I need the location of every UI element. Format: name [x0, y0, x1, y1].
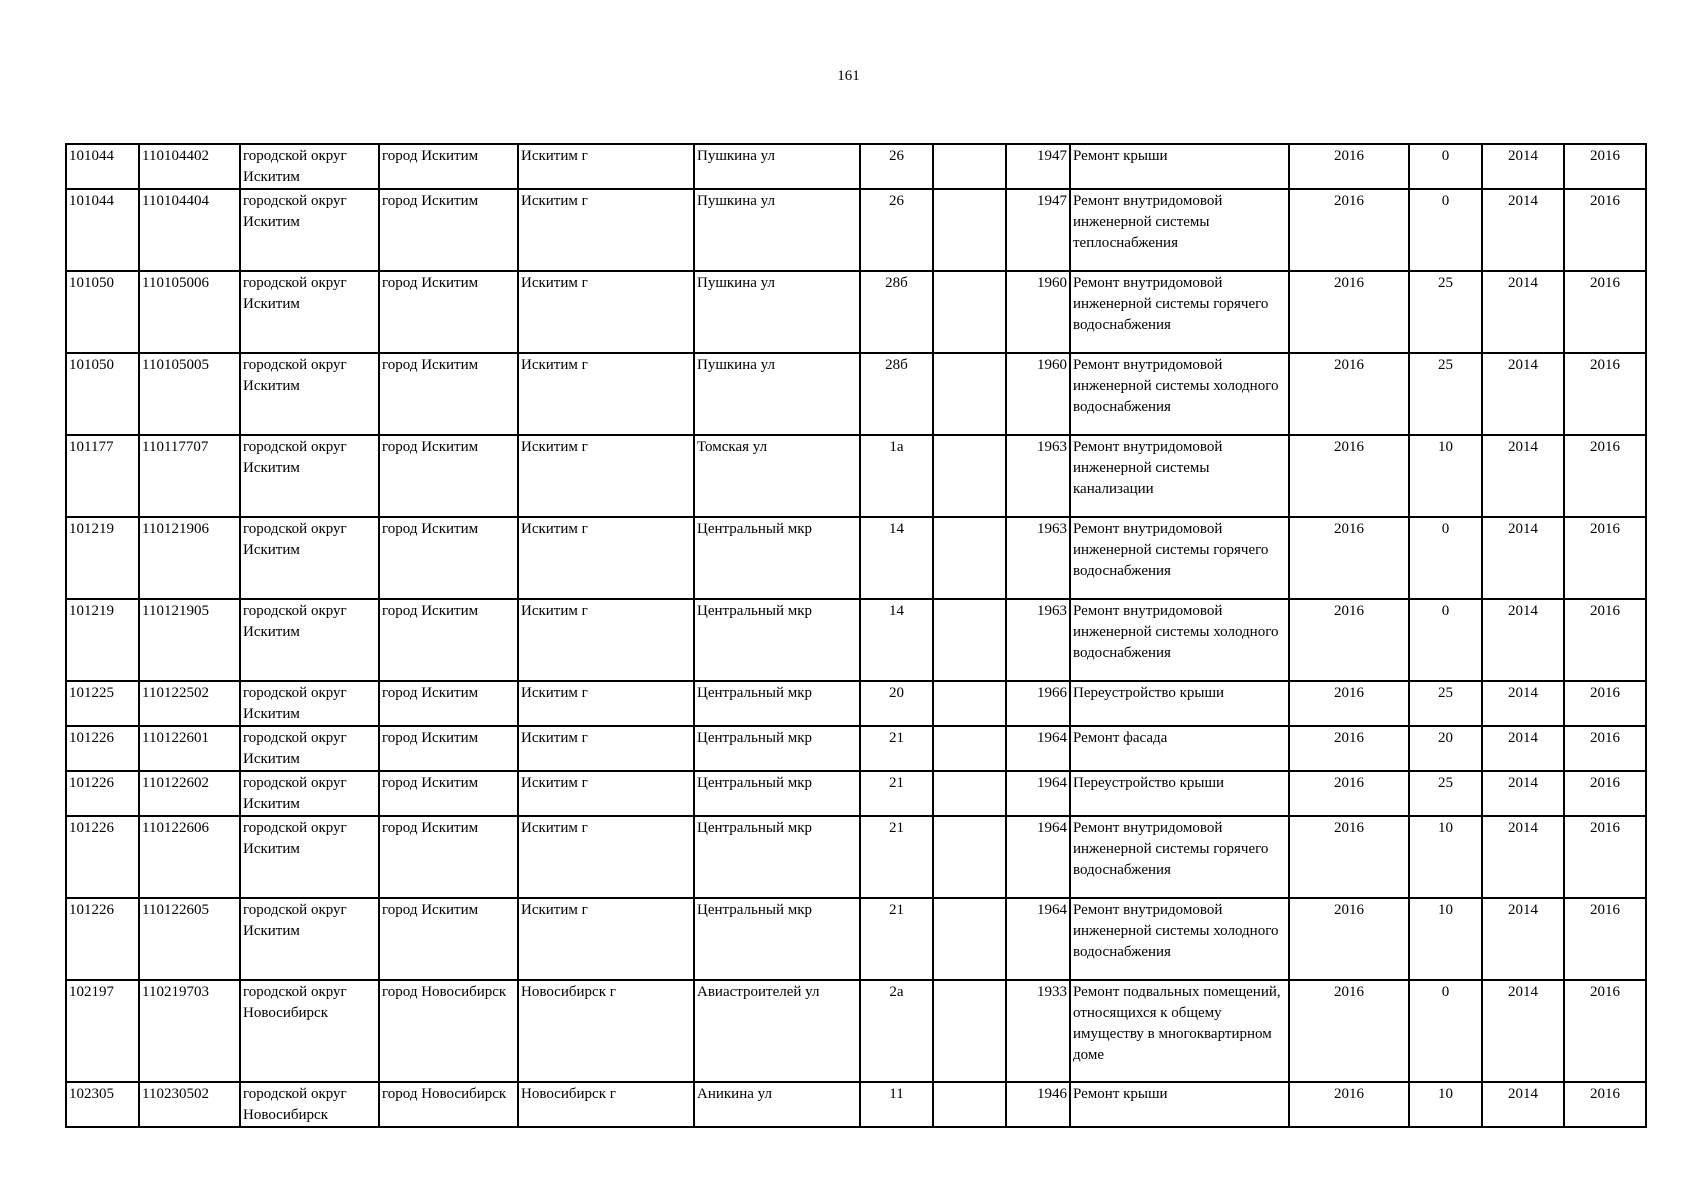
- cell-street: Пушкина ул: [694, 271, 860, 353]
- cell-extra: [933, 681, 1006, 726]
- cell-municipality: город Искитим: [379, 898, 518, 980]
- cell-extra: [933, 144, 1006, 189]
- cell-street: Центральный мкр: [694, 517, 860, 599]
- cell-year-built: 1963: [1006, 517, 1070, 599]
- cell-period-to: 2016: [1564, 816, 1646, 898]
- cell-street: Пушкина ул: [694, 189, 860, 271]
- cell-work-type: Ремонт фасада: [1070, 726, 1289, 771]
- cell-period-to: 2016: [1564, 681, 1646, 726]
- cell-house: 2а: [860, 980, 933, 1082]
- table-row: [66, 353, 1646, 435]
- cell-district: городской округ Искитим: [240, 599, 379, 681]
- cell-plan-year: 2016: [1289, 189, 1409, 271]
- cell-locality: Искитим г: [518, 189, 694, 271]
- cell-object-id: 101177: [66, 435, 139, 517]
- cell-locality: Искитим г: [518, 353, 694, 435]
- cell-extra: [933, 1082, 1006, 1127]
- cell-house: 26: [860, 189, 933, 271]
- cell-period-from: 2014: [1482, 816, 1564, 898]
- cell-municipality: город Искитим: [379, 435, 518, 517]
- cell-extra: [933, 517, 1006, 599]
- cell-extra: [933, 435, 1006, 517]
- table-row: [66, 599, 1646, 681]
- cell-district: городской округ Искитим: [240, 771, 379, 816]
- table-row: [66, 517, 1646, 599]
- cell-municipality: город Искитим: [379, 726, 518, 771]
- cell-municipality: город Новосибирск: [379, 1082, 518, 1127]
- cell-extra: [933, 353, 1006, 435]
- cell-house: 21: [860, 771, 933, 816]
- cell-district: городской округ Искитим: [240, 681, 379, 726]
- cell-district: городской округ Искитим: [240, 144, 379, 189]
- cell-plan-year: 2016: [1289, 816, 1409, 898]
- cell-object-id: 101044: [66, 189, 139, 271]
- cell-period-from: 2014: [1482, 681, 1564, 726]
- table-row: [66, 980, 1646, 1082]
- cell-object-id: 101050: [66, 271, 139, 353]
- cell-period-from: 2014: [1482, 189, 1564, 271]
- cell-wear: 0: [1409, 517, 1482, 599]
- cell-work-id: 110122601: [139, 726, 240, 771]
- cell-plan-year: 2016: [1289, 681, 1409, 726]
- cell-period-to: 2016: [1564, 271, 1646, 353]
- cell-work-type: Ремонт внутридомовой инженерной системы горячего водоснабжения: [1070, 816, 1289, 898]
- cell-municipality: город Искитим: [379, 771, 518, 816]
- cell-work-id: 110122502: [139, 681, 240, 726]
- cell-district: городской округ Новосибирск: [240, 1082, 379, 1127]
- cell-year-built: 1963: [1006, 435, 1070, 517]
- cell-locality: Новосибирск г: [518, 980, 694, 1082]
- cell-work-type: Ремонт внутридомовой инженерной системы горячего водоснабжения: [1070, 517, 1289, 599]
- cell-plan-year: 2016: [1289, 771, 1409, 816]
- cell-extra: [933, 980, 1006, 1082]
- cell-plan-year: 2016: [1289, 271, 1409, 353]
- cell-extra: [933, 189, 1006, 271]
- cell-house: 21: [860, 726, 933, 771]
- cell-house: 11: [860, 1082, 933, 1127]
- cell-object-id: 101044: [66, 144, 139, 189]
- cell-locality: Искитим г: [518, 599, 694, 681]
- cell-work-type: Ремонт крыши: [1070, 1082, 1289, 1127]
- cell-locality: Искитим г: [518, 271, 694, 353]
- cell-period-to: 2016: [1564, 726, 1646, 771]
- cell-period-from: 2014: [1482, 435, 1564, 517]
- cell-extra: [933, 726, 1006, 771]
- cell-work-id: 110122606: [139, 816, 240, 898]
- cell-house: 14: [860, 599, 933, 681]
- cell-object-id: 101219: [66, 599, 139, 681]
- cell-street: Томская ул: [694, 435, 860, 517]
- cell-wear: 10: [1409, 816, 1482, 898]
- cell-wear: 25: [1409, 353, 1482, 435]
- cell-extra: [933, 898, 1006, 980]
- registry-table: [65, 143, 1647, 1128]
- cell-street: Центральный мкр: [694, 816, 860, 898]
- cell-object-id: 101226: [66, 816, 139, 898]
- cell-house: 26: [860, 144, 933, 189]
- cell-plan-year: 2016: [1289, 898, 1409, 980]
- cell-period-to: 2016: [1564, 517, 1646, 599]
- cell-object-id: 102305: [66, 1082, 139, 1127]
- table-row: [66, 816, 1646, 898]
- cell-period-to: 2016: [1564, 435, 1646, 517]
- cell-district: городской округ Искитим: [240, 726, 379, 771]
- cell-wear: 25: [1409, 271, 1482, 353]
- cell-year-built: 1960: [1006, 353, 1070, 435]
- cell-house: 21: [860, 816, 933, 898]
- cell-period-to: 2016: [1564, 980, 1646, 1082]
- cell-year-built: 1947: [1006, 189, 1070, 271]
- cell-work-type: Переустройство крыши: [1070, 771, 1289, 816]
- cell-wear: 10: [1409, 1082, 1482, 1127]
- cell-work-type: Ремонт внутридомовой инженерной системы канализации: [1070, 435, 1289, 517]
- cell-year-built: 1964: [1006, 726, 1070, 771]
- cell-object-id: 102197: [66, 980, 139, 1082]
- cell-work-id: 110105006: [139, 271, 240, 353]
- cell-district: городской округ Искитим: [240, 271, 379, 353]
- cell-period-to: 2016: [1564, 144, 1646, 189]
- cell-plan-year: 2016: [1289, 980, 1409, 1082]
- cell-house: 21: [860, 898, 933, 980]
- cell-wear: 20: [1409, 726, 1482, 771]
- table-row: [66, 1082, 1646, 1127]
- cell-year-built: 1966: [1006, 681, 1070, 726]
- cell-plan-year: 2016: [1289, 726, 1409, 771]
- cell-municipality: город Искитим: [379, 517, 518, 599]
- table-row: [66, 271, 1646, 353]
- cell-municipality: город Искитим: [379, 189, 518, 271]
- cell-work-type: Ремонт внутридомовой инженерной системы холодного водоснабжения: [1070, 353, 1289, 435]
- cell-period-from: 2014: [1482, 517, 1564, 599]
- cell-municipality: город Искитим: [379, 599, 518, 681]
- cell-municipality: город Искитим: [379, 681, 518, 726]
- cell-wear: 25: [1409, 771, 1482, 816]
- cell-district: городской округ Искитим: [240, 898, 379, 980]
- cell-wear: 25: [1409, 681, 1482, 726]
- cell-object-id: 101050: [66, 353, 139, 435]
- cell-locality: Новосибирск г: [518, 1082, 694, 1127]
- cell-street: Пушкина ул: [694, 353, 860, 435]
- cell-locality: Искитим г: [518, 681, 694, 726]
- cell-period-to: 2016: [1564, 353, 1646, 435]
- cell-work-type: Переустройство крыши: [1070, 681, 1289, 726]
- cell-district: городской округ Искитим: [240, 816, 379, 898]
- cell-wear: 0: [1409, 189, 1482, 271]
- table-row: [66, 435, 1646, 517]
- cell-extra: [933, 771, 1006, 816]
- cell-work-type: Ремонт внутридомовой инженерной системы теплоснабжения: [1070, 189, 1289, 271]
- cell-locality: Искитим г: [518, 144, 694, 189]
- table-row: [66, 681, 1646, 726]
- cell-district: городской округ Искитим: [240, 517, 379, 599]
- cell-street: Центральный мкр: [694, 599, 860, 681]
- cell-plan-year: 2016: [1289, 435, 1409, 517]
- table-row: [66, 726, 1646, 771]
- cell-period-from: 2014: [1482, 898, 1564, 980]
- cell-locality: Искитим г: [518, 771, 694, 816]
- table-row: [66, 771, 1646, 816]
- cell-year-built: 1964: [1006, 816, 1070, 898]
- cell-locality: Искитим г: [518, 726, 694, 771]
- cell-period-to: 2016: [1564, 599, 1646, 681]
- cell-work-id: 110122602: [139, 771, 240, 816]
- cell-municipality: город Искитим: [379, 353, 518, 435]
- cell-period-to: 2016: [1564, 898, 1646, 980]
- cell-year-built: 1963: [1006, 599, 1070, 681]
- cell-locality: Искитим г: [518, 816, 694, 898]
- cell-period-from: 2014: [1482, 771, 1564, 816]
- cell-house: 28б: [860, 271, 933, 353]
- cell-municipality: город Искитим: [379, 271, 518, 353]
- cell-plan-year: 2016: [1289, 144, 1409, 189]
- cell-year-built: 1960: [1006, 271, 1070, 353]
- table-row: [66, 144, 1646, 189]
- cell-work-type: Ремонт подвальных помещений, относящихся к общему имуществу в многоквартирном доме: [1070, 980, 1289, 1082]
- cell-period-from: 2014: [1482, 726, 1564, 771]
- cell-plan-year: 2016: [1289, 599, 1409, 681]
- page-number: 161: [837, 68, 860, 84]
- cell-work-type: Ремонт крыши: [1070, 144, 1289, 189]
- cell-work-id: 110104404: [139, 189, 240, 271]
- cell-period-to: 2016: [1564, 1082, 1646, 1127]
- cell-year-built: 1946: [1006, 1082, 1070, 1127]
- cell-work-type: Ремонт внутридомовой инженерной системы холодного водоснабжения: [1070, 898, 1289, 980]
- cell-work-id: 110104402: [139, 144, 240, 189]
- cell-object-id: 101226: [66, 726, 139, 771]
- cell-work-id: 110121905: [139, 599, 240, 681]
- cell-wear: 0: [1409, 599, 1482, 681]
- cell-municipality: город Искитим: [379, 816, 518, 898]
- cell-year-built: 1947: [1006, 144, 1070, 189]
- cell-period-from: 2014: [1482, 144, 1564, 189]
- cell-period-to: 2016: [1564, 771, 1646, 816]
- cell-street: Центральный мкр: [694, 681, 860, 726]
- cell-locality: Искитим г: [518, 517, 694, 599]
- cell-year-built: 1933: [1006, 980, 1070, 1082]
- cell-period-to: 2016: [1564, 189, 1646, 271]
- cell-work-id: 110122605: [139, 898, 240, 980]
- cell-house: 20: [860, 681, 933, 726]
- cell-period-from: 2014: [1482, 353, 1564, 435]
- cell-plan-year: 2016: [1289, 517, 1409, 599]
- cell-object-id: 101226: [66, 898, 139, 980]
- cell-period-from: 2014: [1482, 1082, 1564, 1127]
- cell-street: Центральный мкр: [694, 726, 860, 771]
- table-row: [66, 898, 1646, 980]
- cell-work-id: 110105005: [139, 353, 240, 435]
- cell-period-from: 2014: [1482, 980, 1564, 1082]
- cell-municipality: город Искитим: [379, 144, 518, 189]
- cell-year-built: 1964: [1006, 898, 1070, 980]
- cell-work-id: 110117707: [139, 435, 240, 517]
- cell-work-type: Ремонт внутридомовой инженерной системы горячего водоснабжения: [1070, 271, 1289, 353]
- cell-plan-year: 2016: [1289, 353, 1409, 435]
- table-body: [66, 144, 1646, 1127]
- cell-work-id: 110121906: [139, 517, 240, 599]
- cell-house: 28б: [860, 353, 933, 435]
- cell-district: городской округ Искитим: [240, 435, 379, 517]
- cell-object-id: 101219: [66, 517, 139, 599]
- cell-district: городской округ Искитим: [240, 353, 379, 435]
- cell-period-from: 2014: [1482, 271, 1564, 353]
- cell-period-from: 2014: [1482, 599, 1564, 681]
- cell-district: городской округ Новосибирск: [240, 980, 379, 1082]
- cell-wear: 10: [1409, 435, 1482, 517]
- cell-locality: Искитим г: [518, 435, 694, 517]
- cell-house: 14: [860, 517, 933, 599]
- cell-street: Аникина ул: [694, 1082, 860, 1127]
- cell-district: городской округ Искитим: [240, 189, 379, 271]
- cell-extra: [933, 271, 1006, 353]
- cell-wear: 0: [1409, 980, 1482, 1082]
- cell-municipality: город Новосибирск: [379, 980, 518, 1082]
- cell-work-id: 110230502: [139, 1082, 240, 1127]
- cell-extra: [933, 816, 1006, 898]
- cell-street: Центральный мкр: [694, 898, 860, 980]
- cell-street: Пушкина ул: [694, 144, 860, 189]
- cell-work-type: Ремонт внутридомовой инженерной системы холодного водоснабжения: [1070, 599, 1289, 681]
- cell-extra: [933, 599, 1006, 681]
- cell-locality: Искитим г: [518, 898, 694, 980]
- cell-house: 1а: [860, 435, 933, 517]
- cell-object-id: 101225: [66, 681, 139, 726]
- table-row: [66, 189, 1646, 271]
- cell-wear: 10: [1409, 898, 1482, 980]
- cell-street: Центральный мкр: [694, 771, 860, 816]
- cell-wear: 0: [1409, 144, 1482, 189]
- cell-plan-year: 2016: [1289, 1082, 1409, 1127]
- cell-street: Авиастроителей ул: [694, 980, 860, 1082]
- cell-object-id: 101226: [66, 771, 139, 816]
- cell-work-id: 110219703: [139, 980, 240, 1082]
- cell-year-built: 1964: [1006, 771, 1070, 816]
